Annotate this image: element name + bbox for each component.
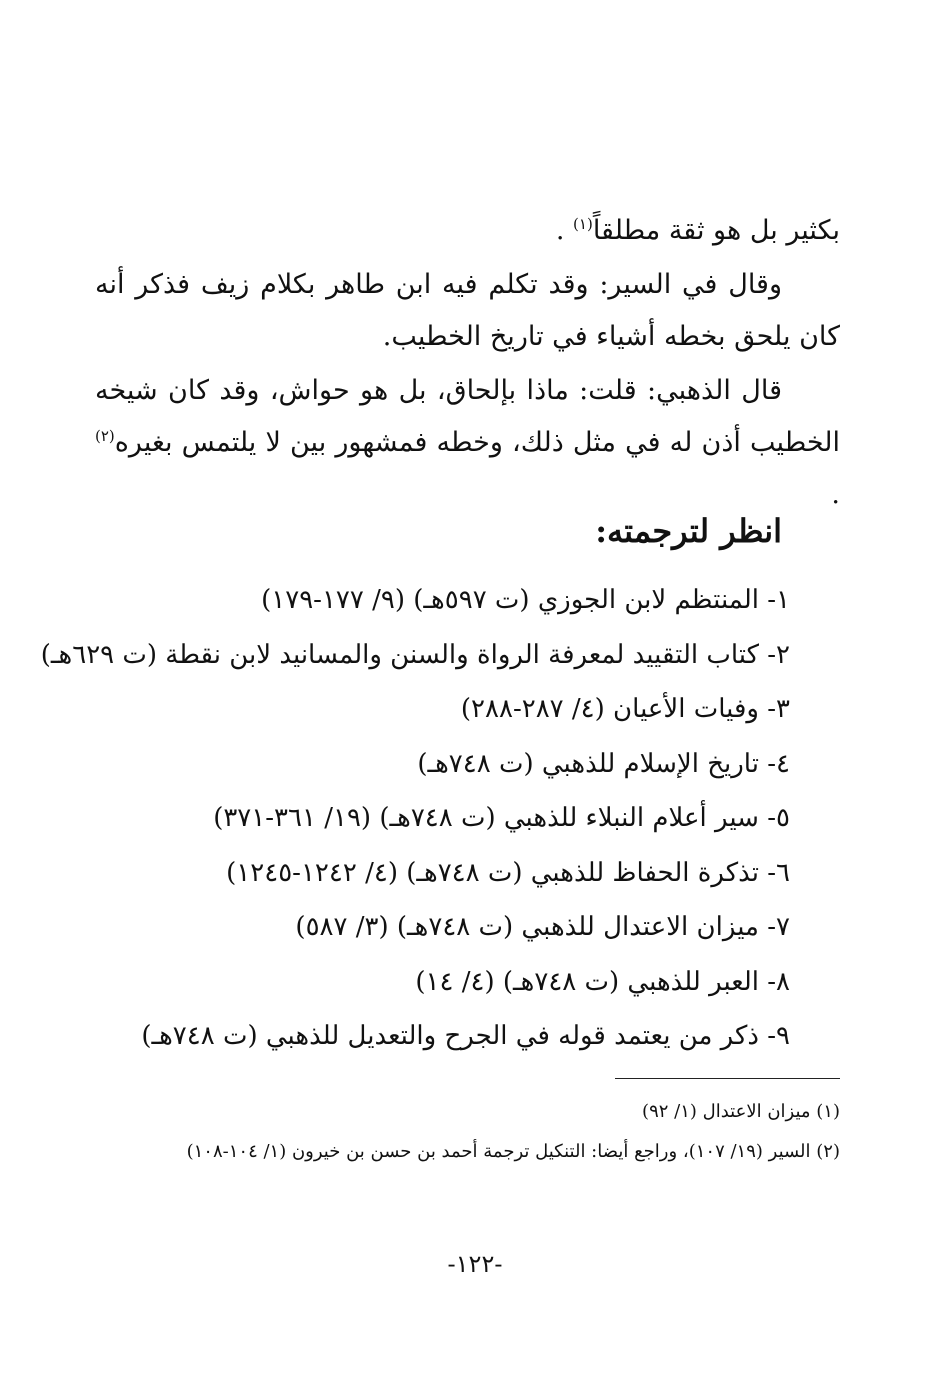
- footnote-divider: [615, 1078, 840, 1079]
- reference-item: ٣- وفيات الأعيان (٤/ ٢٨٧-٢٨٨): [460, 694, 790, 724]
- footnote-ref-1[interactable]: (١): [573, 215, 593, 233]
- reference-item: ٥- سير أعلام النبلاء للذهبي (ت ٧٤٨هـ) (١٩/ ٣٦١-٣٧١): [213, 803, 790, 833]
- reference-list: [40, 578, 790, 1069]
- reference-item: ٦- تذكرة الحفاظ للذهبي (ت ٧٤٨هـ) (٤/ ١٢٤٢-١٢٤٥): [226, 857, 790, 888]
- reference-item: ١- المنتظم لابن الجوزي (ت ٥٩٧هـ) (٩/ ١٧٧-١٧٩): [261, 585, 790, 615]
- footnotes: [95, 1092, 840, 1172]
- page-number: -١٢٢-: [447, 1250, 503, 1278]
- reference-item: ٧- ميزان الاعتدال للذهبي (ت ٧٤٨هـ) (٣/ ٥٨٧): [295, 912, 790, 942]
- paragraph-siyar-quote: وقال في السير: وقد تكلم فيه ابن طاهر بكلام زيف فذكر أنه كان يلحق بخطه أشياء في تاريخ الخطيب.: [95, 269, 840, 352]
- reference-item: ٩- ذكر من يعتمد قوله في الجرح والتعديل للذهبي (ت ٧٤٨هـ): [141, 1021, 790, 1051]
- footnote-2: (٢) السير (١٩/ ١٠٧)، وراجع أيضا: التنكيل ترجمة أحمد بن حسن بن خيرون (١/ ١٠٤-١٠٨): [186, 1141, 840, 1162]
- footnote-ref-2[interactable]: (٢): [95, 427, 115, 445]
- reference-item: ٢- كتاب التقييد لمعرفة الرواة والسنن والمسانيد لابن نقطة (ت ٦٢٩هـ): [40, 639, 790, 670]
- reference-item: ٨- العبر للذهبي (ت ٧٤٨هـ) (٤/ ١٤): [415, 966, 790, 997]
- paragraph-continuation: بكثير بل هو ثقة مطلقاً$^{(١)}$ .: [555, 215, 840, 246]
- section-heading: انظر لترجمته:: [595, 512, 782, 550]
- reference-item: ٤- تاريخ الإسلام للذهبي (ت ٧٤٨هـ): [417, 748, 790, 779]
- paragraph-dhahabi-quote: قال الذهبي: قلت: ماذا بإلحاق، بل هو حواش، وقد كان شيخه الخطيب أذن له في مثل ذلك، وخطه فمشهور بين لا يلتمس بغيره$^{(٢)}$ .: [95, 375, 840, 510]
- footnote-1: (١) ميزان الاعتدال (١/ ٩٢): [642, 1101, 840, 1122]
